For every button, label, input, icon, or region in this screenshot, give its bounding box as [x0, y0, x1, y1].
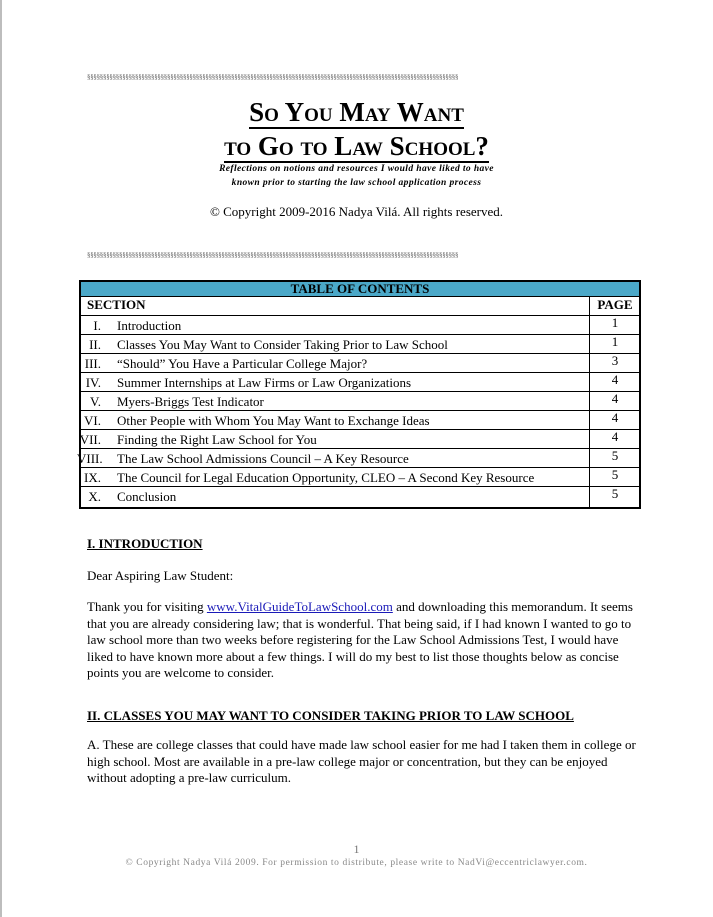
toc-row-number: X.: [88, 489, 101, 504]
toc-row-number: II.: [89, 337, 101, 352]
toc-row-number: VII.: [79, 432, 101, 447]
intro-paragraph: [87, 599, 637, 682]
toc-row-page: 1: [611, 315, 619, 330]
toc-row-page: 3: [611, 353, 619, 368]
toc-row-title: Conclusion: [117, 489, 177, 504]
toc-row-number: I.: [93, 318, 101, 333]
toc-row[interactable]: [81, 486, 639, 506]
toc-row[interactable]: [81, 334, 639, 354]
classes-paragraph: A. These are college classes that could have made law school easier for me had I taken them in college or high school. Most are available in a pre-law college major or concentration, but they can be enjoyed without adopting a pre-law curriculum.: [87, 737, 636, 785]
toc-row[interactable]: [81, 391, 639, 411]
copyright-line: © Copyright 2009-2016 Nadya Vilá. All rights reserved.: [209, 204, 503, 219]
toc-row[interactable]: [81, 353, 639, 373]
toc-row[interactable]: [81, 429, 639, 449]
intro-text-before-link: Thank you for visiting: [87, 599, 207, 614]
toc-row-page: 4: [611, 410, 619, 425]
toc-row-title: Other People with Whom You May Want to Exchange Ideas: [117, 413, 430, 428]
toc-header: TABLE OF CONTENTS: [81, 282, 639, 297]
toc-row-title: Classes You May Want to Consider Taking Prior to Law School: [117, 337, 448, 352]
toc-row-page: 4: [611, 391, 619, 406]
classes-heading: II. CLASSES YOU MAY WANT TO CONSIDER TAKING PRIOR TO LAW SCHOOL: [87, 708, 574, 723]
toc-row-number: IV.: [85, 375, 101, 390]
toc-row-title: Finding the Right Law School for You: [117, 432, 317, 447]
toc-row-number: IX.: [84, 470, 101, 485]
title-line-2: to Go to Law School?: [224, 131, 489, 161]
toc-row-title: The Law School Admissions Council – A Key Resource: [117, 451, 409, 466]
toc-row[interactable]: [81, 315, 639, 335]
toc-row[interactable]: [77, 448, 639, 468]
website-link[interactable]: www.VitalGuideToLawSchool.com: [206, 599, 393, 614]
toc-row-page: 5: [611, 448, 619, 463]
toc-row[interactable]: [81, 410, 639, 430]
toc-row-number: V.: [90, 394, 101, 409]
toc-row-page: 4: [611, 372, 619, 387]
page-number: 1: [353, 842, 360, 856]
toc-row-page: 1: [611, 334, 619, 349]
table-of-contents: [79, 280, 641, 509]
separator-bottom: §§§§§§§§§§§§§§§§§§§§§§§§§§§§§§§§§§§§§§§§§§§§§§§§§§§§§§§§§§§§§§§§§§§§§§§§§§§§§§§§§§§§§§§§§§§§§§§§§§§§§§§§§§§§§§§§§§§§: [87, 251, 459, 259]
subtitle-line-1: Reflections on notions and resources I would have liked to have: [219, 164, 494, 174]
toc-row-page: 5: [611, 467, 619, 482]
toc-row-title: The Council for Legal Education Opportunity, CLEO – A Second Key Resource: [117, 470, 535, 485]
toc-row-title: Introduction: [117, 318, 182, 333]
intro-text-after-link: and downloading this memorandum. It seems that you are already considering law; that is wonderful. That being said, if I had known I wanted to go to law school more than two weeks before registering for the Law School Admissions Test, I would have liked to have known more about a few things. I will do my best to list those thoughts below as concise points you are welcome to consider.: [87, 599, 633, 680]
footer-copyright: © Copyright Nadya Vilá 2009. For permission to distribute, please write to NadVi@eccentriclawyer.com.: [125, 858, 588, 868]
toc-row-title: Summer Internships at Law Firms or Law Organizations: [117, 375, 412, 390]
subtitle-line-2: known prior to starting the law school application process: [231, 178, 482, 188]
toc-row-page: 4: [611, 429, 619, 444]
toc-section-label: SECTION: [87, 297, 146, 312]
toc-row-number: VI.: [84, 413, 101, 428]
toc-row[interactable]: [81, 372, 639, 392]
introduction-heading: I. INTRODUCTION: [87, 536, 203, 551]
toc-row[interactable]: [81, 467, 639, 487]
toc-row-number: III.: [84, 356, 101, 371]
separator-top: §§§§§§§§§§§§§§§§§§§§§§§§§§§§§§§§§§§§§§§§§§§§§§§§§§§§§§§§§§§§§§§§§§§§§§§§§§§§§§§§§§§§§§§§§§§§§§§§§§§§§§§§§§§§§§§§§§§§: [87, 73, 459, 81]
toc-row-number: VIII.: [77, 451, 103, 466]
toc-page-label: PAGE: [597, 297, 633, 312]
toc-row-title: Myers-Briggs Test Indicator: [117, 394, 264, 409]
title-line-1: So You May Want: [249, 97, 464, 127]
greeting: Dear Aspiring Law Student:: [87, 568, 234, 583]
toc-row-title: “Should” You Have a Particular College Major?: [117, 356, 368, 371]
toc-row-page: 5: [611, 486, 619, 501]
